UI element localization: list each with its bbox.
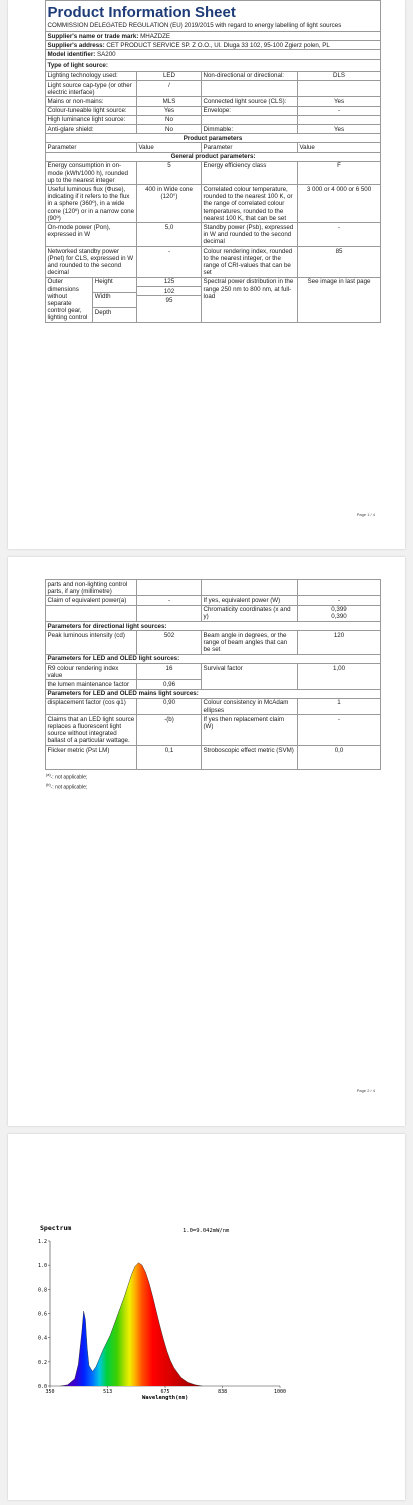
product-parameters-heading: Product parameters	[46, 134, 381, 143]
supplier-name: MHAZDZE	[140, 32, 171, 40]
table-row: Networked standby power (Pnet) for CLS, expressed in W and rounded to the second decimal - Colour rendering index, rounded to the nearest integer, or the range of CRI-values that can be set 85	[46, 247, 381, 278]
model-row: Model identifier: SA200	[46, 50, 381, 59]
info-table-page-2: parts and non-lighting control parts, if any (millimetre) Claim of equivalent power(a) - If yes, equivalent power (W) - Chromaticity coordinates (x and y) 0,399 0,390 Parameters for directional light sources: Peak luminous intensity (cd) 502 Beam angle in degrees, or the range of beam angles that can be set 120 Parameters for LED and OLED light sources: R9 colour rendering index value 16 Survival factor 1,00 the lumen maintenance factor 0,96 Parameters for LED and OLED mains light sources: displacement factor (cos φ1) 0,90 Colour consistency in McAdam ellipses 1 Claims that an LED light source replaces a fluorescent light source without integrated ballast of a particular wattage. -(b) If yes then replacement claim (W) - Flicker metric (Pst LM) 0,1 Stroboscopic effect metric (SVM) 0,0	[45, 579, 381, 770]
directional-heading: Parameters for directional light sources:	[46, 622, 381, 631]
column-header-row: Parameter Value Parameter Value	[46, 143, 381, 152]
led-oled-heading: Parameters for LED and OLED light sources:	[46, 654, 381, 663]
page-1	[8, 0, 405, 549]
info-table-page-1	[45, 0, 381, 323]
page-2	[8, 557, 405, 1126]
y-tick-label: 0.4	[37, 1335, 47, 1342]
x-tick-label: 513	[103, 1389, 113, 1395]
y-tick-label: 0.0	[37, 1384, 47, 1390]
y-tick-label: 1.2	[37, 1239, 47, 1245]
regulation-note: COMMISSION DELEGATED REGULATION (EU) 2019/2015 with regard to energy labelling of light sources	[47, 22, 342, 29]
x-axis-label: Wavelength(nm)	[141, 1395, 189, 1401]
table-row: Claims that an LED light source replaces a fluorescent light source without integrated ballast of a particular wattage. -(b) If yes then replacement claim (W) -	[46, 715, 381, 746]
table-row: Mains or non-mains: MLS Connected light source (CLS): Yes	[46, 97, 381, 106]
page-number: Page 2 / 4	[356, 1088, 375, 1093]
table-row: Lighting technology used: LED Non-directional or directional: DLS	[46, 71, 381, 80]
table-row: Flicker metric (Pst LM) 0,1 Stroboscopic effect metric (SVM) 0,0	[46, 746, 381, 770]
footnote: $^{(b)}$-: not applicable;	[46, 782, 88, 791]
table-row: the lumen maintenance factor 0,96	[46, 680, 381, 689]
mains-heading: Parameters for LED and OLED mains light sources:	[46, 689, 381, 698]
y-tick-label: 1.0	[37, 1263, 47, 1270]
x-tick-label: 675	[160, 1389, 170, 1395]
x-tick-label: 838	[218, 1389, 228, 1395]
model-identifier: SA200	[97, 50, 116, 58]
chart-title: Spectrum	[40, 1224, 72, 1232]
table-row: Anti-glare shield: No Dimmable: Yes	[46, 125, 381, 134]
page-title: Product Information Sheet	[47, 4, 236, 21]
table-row: displacement factor (cos φ1) 0,90 Colour consistency in McAdam ellipses 1	[46, 698, 381, 714]
spectrum-chart	[8, 1134, 405, 1500]
table-row: Colour-tuneable light source: Yes Envelope: -	[46, 106, 381, 115]
outer-dimensions-label: Outer dimensions without separate control gear, lighting control	[46, 278, 93, 322]
table-row: Claim of equivalent power(a) - If yes, equivalent power (W) -	[46, 596, 381, 605]
x-tick-label: 350	[45, 1389, 55, 1395]
outer-dimensions-row: Outer dimensions without separate control gear, lighting control Height Width Depth 125 102 95 Spectral power distribution in the range 250 nm to 800 nm, at full-load See image in last page	[46, 277, 381, 322]
chart-series	[61, 1263, 203, 1386]
table-row: Useful luminous flux (Φuse), indicating if it refers to the flux in a sphere (360º), in a wide cone (120º) or in a narrow cone (90º) 400 in Wide cone (120°) Correlated colour temperature, rounded to the nearest 100 K, or the range of correlated colour temperatures, rounded to the nearest 100 K, that can be set 3 000 or 4 000 or 6 500	[46, 185, 381, 223]
y-tick-label: 0.2	[37, 1359, 47, 1366]
table-row: On-mode power (Pon), expressed in W 5,0 Standby power (Psb), expressed in W and rounded to the second decimal -	[46, 223, 381, 247]
table-row: Energy consumption in on-mode (kWh/1000 h), rounded up to the nearest integer 5 Energy efficiency class F	[46, 161, 381, 185]
depth-value: 95	[165, 296, 173, 304]
type-heading: Type of light source:	[46, 59, 381, 71]
table-row: Light source cap-type (or other electric interface) /	[46, 81, 381, 97]
table-row: R9 colour rendering index value 16 Survival factor 1,00	[46, 664, 381, 680]
page-3	[8, 1134, 405, 1500]
spectrum-area	[61, 1263, 203, 1386]
footnotes	[45, 772, 380, 791]
table-row: Chromaticity coordinates (x and y) 0,399 0,390	[46, 605, 381, 621]
table-row: High luminance light source: No	[46, 115, 381, 124]
x-tick-label: 1000	[273, 1389, 287, 1395]
table-row: Peak luminous intensity (cd) 502 Beam angle in degrees, or the range of beam angles that can be set 120	[46, 631, 381, 655]
y-tick-label: 0.6	[37, 1311, 47, 1318]
width-value: 102	[137, 287, 201, 296]
supplier-address: CET PRODUCT SERVICE SP. Z O.O., Ul. Dluga 33 102, 95-100 Zgierz polen, PL	[106, 41, 330, 49]
y-tick-label: 0.8	[37, 1287, 47, 1294]
general-parameters-heading: General product parameters:	[46, 152, 381, 161]
supplier-address-row: Supplier's address: CET PRODUCT SERVICE SP. Z O.O., Ul. Dluga 33 102, 95-100 Zgierz polen, PL	[46, 41, 381, 50]
chart-annotation: 1.0=9.042mW/nm	[183, 1228, 230, 1234]
footnote: $^{(a)}$-: not applicable;	[46, 773, 88, 781]
page-number: Page 1 / 4	[356, 512, 375, 517]
height-value: 125	[137, 278, 201, 287]
supplier-name-row: Supplier's name or trade mark: MHAZDZE	[46, 32, 381, 41]
